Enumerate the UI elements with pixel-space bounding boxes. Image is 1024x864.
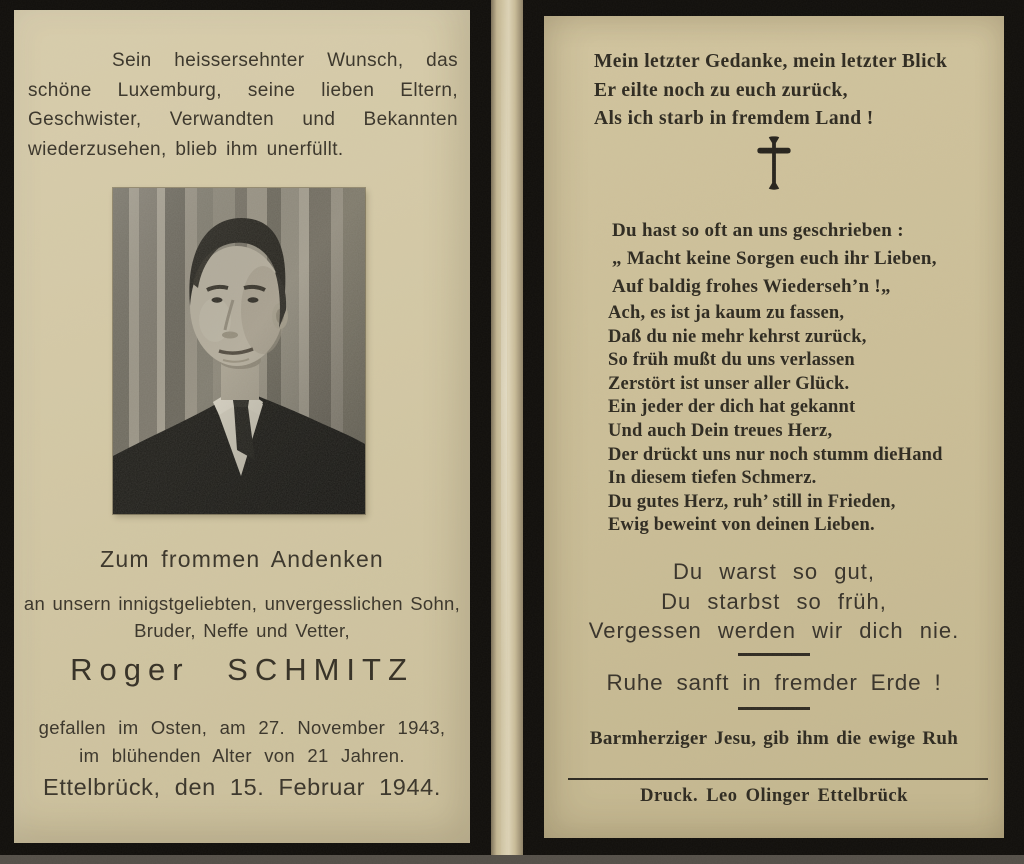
card-fold bbox=[491, 0, 523, 864]
divider bbox=[738, 653, 810, 656]
printer-line: Druck. Leo Olinger Ettelbrück bbox=[640, 786, 908, 806]
poem-line: „ Macht keine Sorgen euch ihr Lieben, bbox=[612, 248, 937, 269]
portrait-illustration bbox=[113, 188, 365, 514]
poem-line: Ein jeder der dich hat gekannt bbox=[608, 397, 856, 418]
place-and-date: Ettelbrück, den 15. Februar 1944. bbox=[43, 774, 441, 800]
table-edge bbox=[0, 855, 1024, 864]
printer-divider bbox=[568, 778, 988, 780]
poem-stanza-letters bbox=[612, 217, 937, 301]
dedication-lines bbox=[14, 590, 470, 644]
poem-line: Du hast so oft an uns geschrieben : bbox=[612, 220, 904, 241]
poem-line: Daß du nie mehr kehrst zurück, bbox=[608, 326, 867, 347]
intro-paragraph: Sein heissersehnter Wunsch, das schöne Luxemburg, seine lieben Eltern, Geschwister, Verwandten und Bekannten wiederzusehen, blieb ihm unerfüllt. bbox=[28, 50, 458, 160]
latin-cross-icon bbox=[544, 134, 1004, 197]
fallen-line: im blühenden Alter von 21 Jahren. bbox=[79, 744, 405, 766]
poem-line: Zerstört ist unser aller Glück. bbox=[608, 373, 850, 394]
divider bbox=[738, 707, 810, 710]
farewell-line: Vergessen werden wir dich nie. bbox=[588, 618, 960, 643]
poem-line: Du gutes Herz, ruh’ still in Frieden, bbox=[608, 491, 896, 512]
poem-line: Ewig beweint von deinen Lieben. bbox=[608, 515, 875, 536]
fallen-lines bbox=[14, 714, 470, 769]
deceased-name: Roger SCHMITZ bbox=[70, 652, 414, 687]
farewell-verse bbox=[544, 557, 1004, 646]
memorial-card-left-page bbox=[14, 10, 470, 843]
dedication-line: Bruder, Neffe und Vetter, bbox=[134, 620, 350, 641]
opening-verse bbox=[594, 48, 947, 134]
memorial-card-right-page bbox=[544, 16, 1004, 838]
memorial-heading: Zum frommen Andenken bbox=[100, 546, 384, 572]
poem-line: Ach, es ist ja kaum zu fassen, bbox=[608, 303, 845, 323]
farewell-line: Du warst so gut, bbox=[673, 559, 875, 584]
poem-stanza-grief bbox=[608, 302, 943, 538]
opening-line: Als ich starb in fremdem Land ! bbox=[594, 108, 874, 129]
dedication-line: an unsern innigstgeliebten, unvergesslichen Sohn, bbox=[23, 593, 461, 614]
poem-line: Und auch Dein treues Herz, bbox=[608, 420, 833, 441]
poem-line: In diesem tiefen Schmerz. bbox=[608, 468, 817, 489]
opening-line: Mein letzter Gedanke, mein letzter Blick bbox=[594, 51, 948, 72]
poem-line: Auf baldig frohes Wiederseh’n !„ bbox=[612, 276, 891, 297]
rest-in-peace-line: Ruhe sanft in fremder Erde ! bbox=[606, 670, 942, 695]
portrait-photo bbox=[113, 188, 365, 514]
fallen-line: gefallen im Osten, am 27. November 1943, bbox=[38, 717, 446, 738]
poem-line: Der drückt uns nur noch stumm dieHand bbox=[608, 444, 943, 465]
mercy-prayer-line: Barmherziger Jesu, gib ihm die ewige Ruh bbox=[589, 728, 959, 749]
opening-line: Er eilte noch zu euch zurück, bbox=[594, 79, 848, 101]
poem-line: So früh mußt du uns verlassen bbox=[608, 350, 855, 371]
farewell-line: Du starbst so früh, bbox=[661, 588, 887, 614]
